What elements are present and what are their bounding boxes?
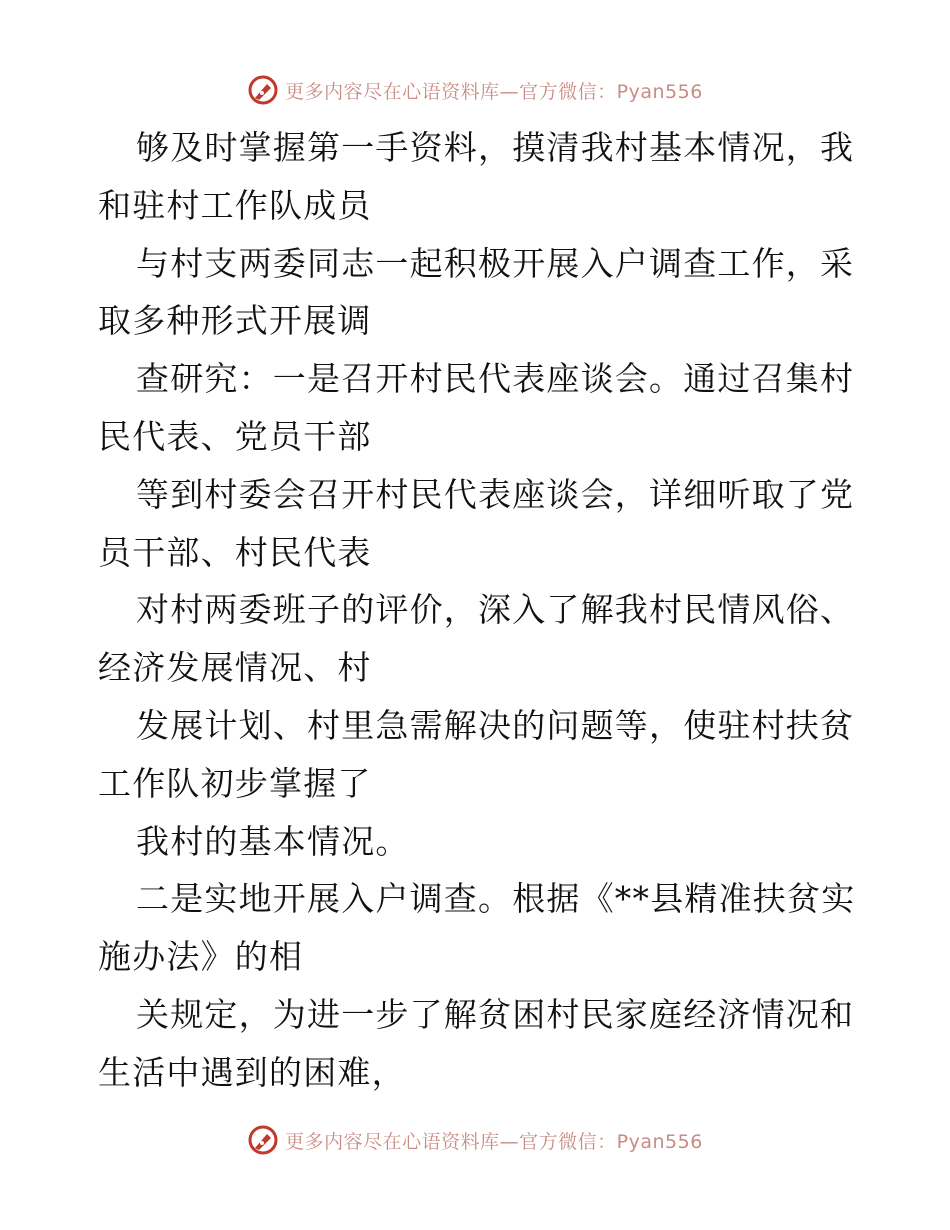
document-body bbox=[98, 119, 858, 1102]
text-line: 查研究：一是召开村民代表座谈会。通过召集村 bbox=[136, 359, 855, 399]
text-line: 民代表、党员干部 bbox=[98, 416, 372, 456]
header-banner bbox=[0, 70, 950, 110]
text-line: 和驻村工作队成员 bbox=[98, 185, 372, 225]
text-line: 生活中遇到的困难， bbox=[98, 1052, 406, 1092]
text-line: 员干部、村民代表 bbox=[98, 532, 372, 572]
text-line: 与村支两委同志一起积极开展入户调查工作，采 bbox=[136, 243, 855, 283]
footer-banner-dash: — bbox=[499, 1130, 520, 1153]
footer-banner-text bbox=[285, 1127, 703, 1154]
text-line: 经济发展情况、村 bbox=[98, 648, 372, 688]
pen-nib-logo-icon bbox=[247, 1124, 279, 1156]
text-line: 工作队初步掌握了 bbox=[98, 763, 372, 803]
header-banner-wechat: 官方微信：Pyan556 bbox=[519, 80, 703, 103]
header-banner-text bbox=[285, 77, 703, 104]
text-line: 对村两委班子的评价，深入了解我村民情风俗、 bbox=[136, 590, 855, 630]
text-line: 二是实地开展入户调查。根据《**县精准扶贫实 bbox=[136, 879, 856, 919]
footer-banner-main: 更多内容尽在心语资料库 bbox=[285, 1130, 500, 1153]
text-line: 取多种形式开展调 bbox=[98, 301, 372, 341]
footer-banner bbox=[0, 1120, 950, 1160]
pen-nib-logo-icon bbox=[247, 74, 279, 106]
text-line: 我村的基本情况。 bbox=[136, 821, 410, 861]
text-line: 施办法》的相 bbox=[98, 937, 304, 977]
text-line: 关规定，为进一步了解贫困村民家庭经济情况和 bbox=[136, 994, 855, 1034]
header-banner-dash: — bbox=[499, 80, 520, 103]
text-line: 够及时掌握第一手资料，摸清我村基本情况，我 bbox=[136, 128, 855, 167]
footer-banner-wechat: 官方微信：Pyan556 bbox=[519, 1130, 703, 1153]
text-line: 等到村委会召开村民代表座谈会，详细听取了党 bbox=[136, 474, 855, 514]
header-banner-main: 更多内容尽在心语资料库 bbox=[285, 80, 500, 103]
text-line: 发展计划、村里急需解决的问题等，使驻村扶贫 bbox=[136, 705, 855, 745]
